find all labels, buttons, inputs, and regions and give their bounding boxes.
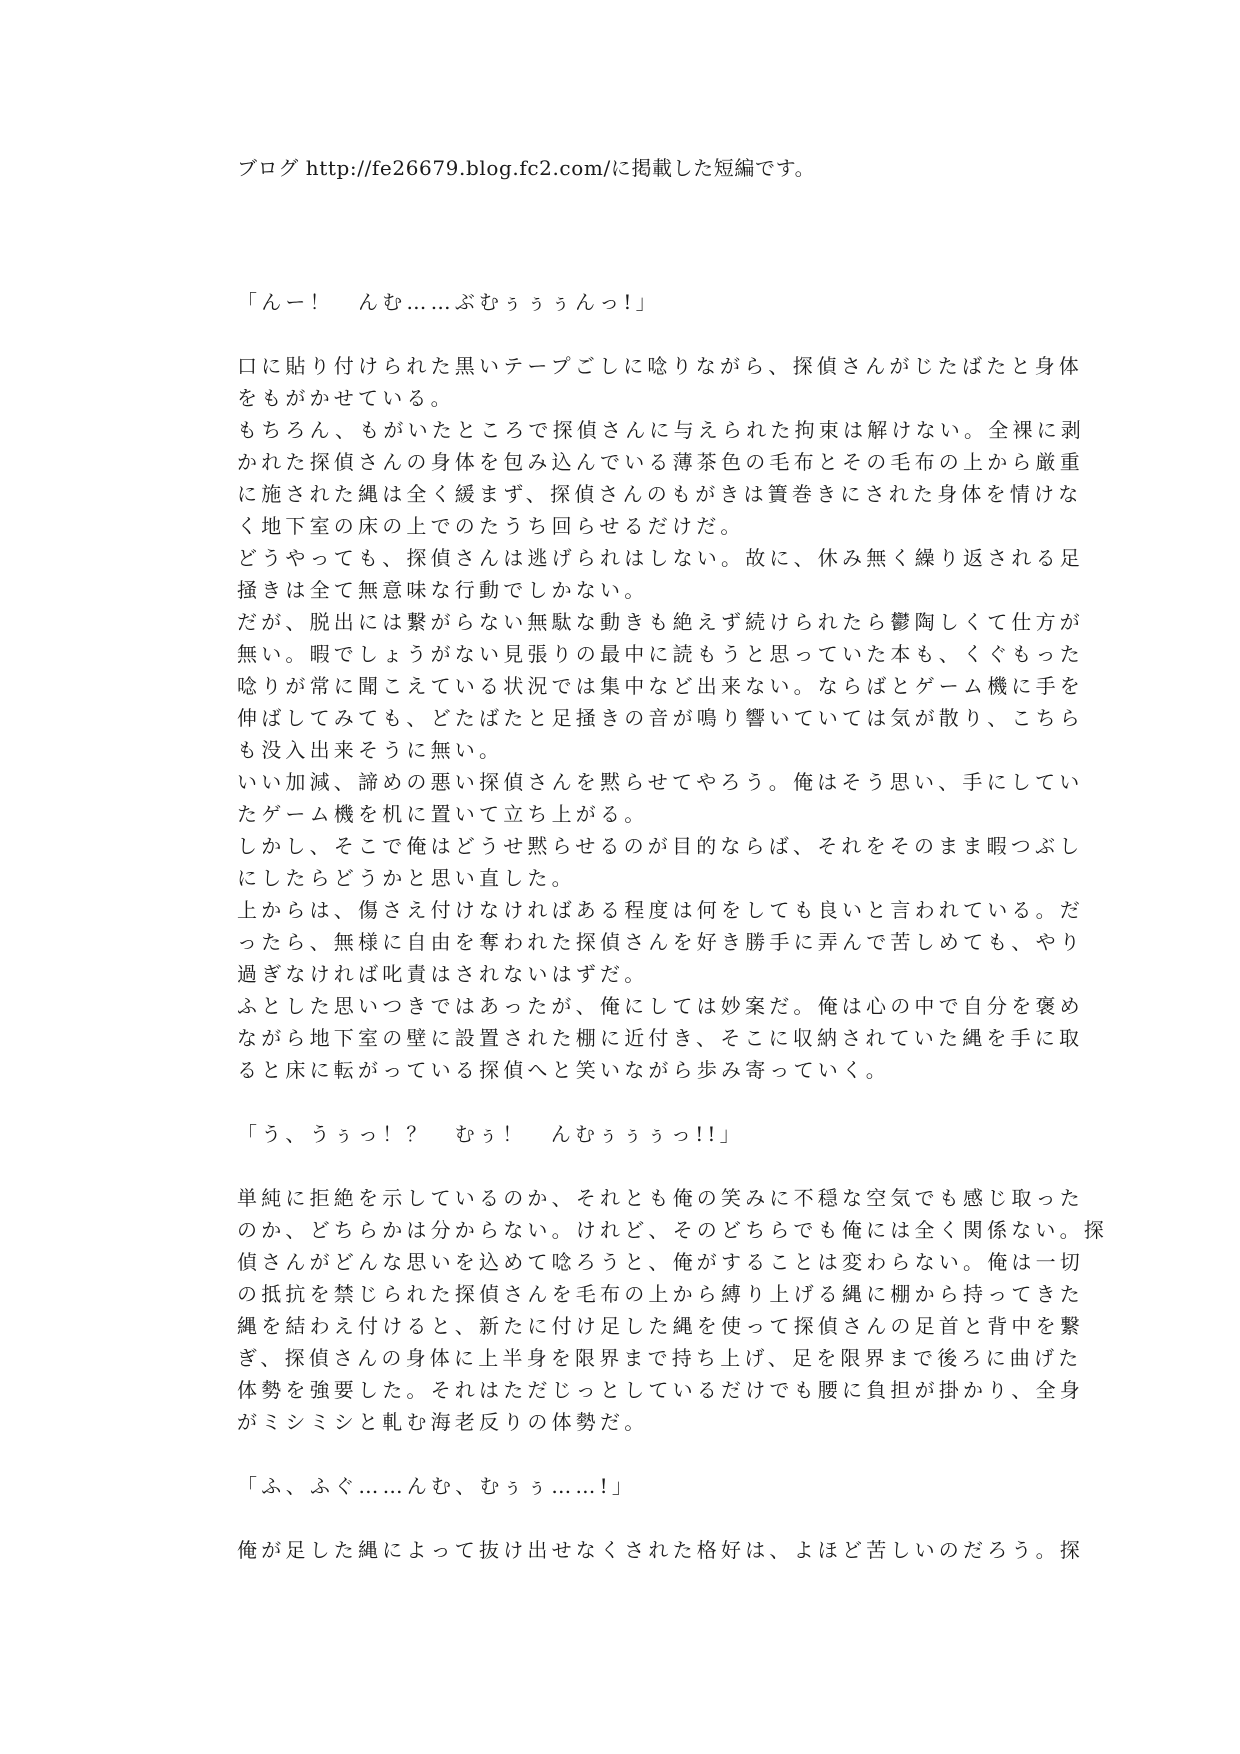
story-line: ふとした思いつきではあったが、俺にしては妙案だ。俺は心の中で自分を褒め (237, 994, 1084, 1018)
story-line: がミシミシと軋む海老反りの体勢だ。 (237, 1410, 649, 1434)
story-line: 「んー！ んむ……ぶむぅぅぅんっ!」 (237, 290, 660, 314)
story-line: 単純に拒絶を示しているのか、それとも俺の笑みに不穏な空気でも感じ取った (237, 1186, 1084, 1210)
story-line: どうやっても、探偵さんは逃げられはしない。故に、休み無く繰り返される足 (237, 546, 1084, 570)
story-line: ぎ、探偵さんの身体に上半身を限界まで持ち上げ、足を限界まで後ろに曲げた (237, 1346, 1083, 1370)
story-line: しかし、そこで俺はどうせ黙らせるのが目的ならば、それをそのまま暇つぶし (237, 834, 1084, 858)
source-note: ブログ http://fe26679.blog.fc2.com/に掲載した短編です。 (237, 156, 816, 180)
story-line: 縄を結わえ付けると、新たに付け足した縄を使って探偵さんの足首と背中を繋 (237, 1314, 1084, 1338)
story-line: 体勢を強要した。それはただじっとしているだけでも腰に負担が掛かり、全身 (237, 1378, 1084, 1402)
story-line: の抵抗を禁じられた探偵さんを毛布の上から縛り上げる縄に棚から持ってきた (237, 1282, 1084, 1306)
story-text (237, 286, 1108, 1566)
story-line: だが、脱出には繋がらない無駄な動きも絶えず続けられたら鬱陶しくて仕方が (237, 610, 1084, 634)
story-line: にしたらどうかと思い直した。 (237, 866, 576, 890)
story-line: 俺が足した縄によって抜け出せなくされた格好は、よほど苦しいのだろう。探 (237, 1538, 1084, 1562)
story-line: 「う、うぅっ！？ むぅ！ んむぅぅぅっ!!」 (237, 1122, 744, 1146)
story-line: も没入出来そうに無い。 (237, 738, 504, 762)
story-line: 無い。暇でしょうがない見張りの最中に読もうと思っていた本も、くぐもった (237, 642, 1084, 666)
story-line: 伸ばしてみても、どたばたと足掻きの音が鳴り響いていては気が散り、こちら (237, 706, 1084, 730)
story-line: ると床に転がっている探偵へと笑いながら歩み寄っていく。 (237, 1058, 890, 1082)
story-line: 唸りが常に聞こえている状況では集中など出来ない。ならばとゲーム機に手を (237, 674, 1084, 698)
story-line: たゲーム機を机に置いて立ち上がる。 (237, 802, 649, 826)
story-line: 掻きは全て無意味な行動でしかない。 (237, 578, 649, 602)
blank-line (237, 1150, 1012, 1182)
story-line: ながら地下室の壁に設置された棚に近付き、そこに収納されていた縄を手に取 (237, 1026, 1084, 1050)
story-line: 過ぎなければ叱責はされないはずだ。 (237, 962, 649, 986)
blank-line (237, 318, 1012, 350)
story-line: いい加減、諦めの悪い探偵さんを黙らせてやろう。俺はそう思い、手にしてい (237, 770, 1084, 794)
story-line: 「ふ、ふぐ……んむ、むぅぅ……!」 (237, 1474, 637, 1498)
story-line: 上からは、傷さえ付けなければある程度は何をしても良いと言われている。だ (237, 898, 1084, 922)
story-line: をもがかせている。 (237, 386, 455, 410)
story-line: に施された縄は全く緩まず、探偵さんのもがきは簀巻きにされた身体を情けな (237, 482, 1083, 506)
story-line: もちろん、もがいたところで探偵さんに与えられた拘束は解けない。全裸に剥 (237, 418, 1085, 442)
story-line: かれた探偵さんの身体を包み込んでいる薄茶色の毛布とその毛布の上から厳重 (237, 450, 1084, 474)
story-line: ったら、無様に自由を奪われた探偵さんを好き勝手に弄んで苦しめても、やり (237, 930, 1084, 954)
blank-line (237, 1438, 1012, 1470)
blank-line (237, 1502, 1012, 1534)
story-line: く地下室の床の上でのたうち回らせるだけだ。 (237, 514, 745, 538)
blank-line (237, 1086, 1012, 1118)
story-line: 偵さんがどんな思いを込めて唸ろうと、俺がすることは変わらない。俺は一切 (237, 1250, 1084, 1274)
story-line: 口に貼り付けられた黒いテープごしに唸りながら、探偵さんがじたばたと身体 (237, 354, 1083, 378)
story-line: のか、どちらかは分からない。けれど、そのどちらでも俺には全く関係ない。探 (237, 1218, 1108, 1242)
